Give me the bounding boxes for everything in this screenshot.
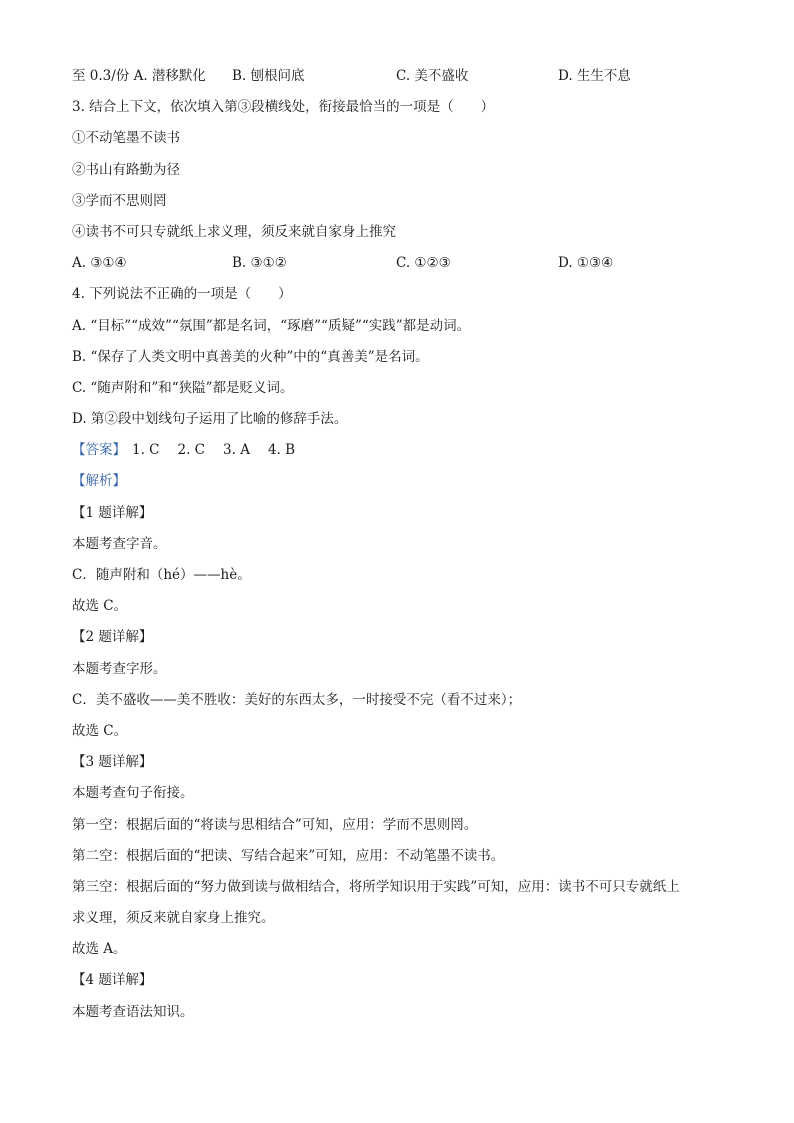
detail-2-title: 【2 题详解】 xyxy=(72,629,153,646)
q4-option-b: B. “保存了人类文明中真善美的火种”中的“真善美”是名词。 xyxy=(72,348,429,365)
question-3: 3. 结合上下文，依次填入第③段横线处，衔接最恰当的一项是（ ） xyxy=(72,99,495,116)
detail-1-line: C．随声附和（hé）——hè。 xyxy=(72,567,251,583)
q3-item-4: ④读书不可只专就纸上求义理，须反来就自家身上推究 xyxy=(72,223,396,240)
detail-2-line: C．美不盛收——美不胜收：美好的东西太多，一时接受不完（看不过来）； xyxy=(72,691,522,708)
answer-label: 【答案】 xyxy=(72,442,126,459)
option-c: C. ①②③ xyxy=(396,255,451,272)
answer-2: 2. C xyxy=(177,442,206,459)
option-d: D. 生生不息 xyxy=(558,68,631,84)
detail-3-line: 第一空：根据后面的“将读与思相结合”可知，应用：学而不思则罔。 xyxy=(72,816,478,833)
detail-2-line: 本题考查字形。 xyxy=(72,660,167,677)
answer-3: 3. A xyxy=(223,442,250,459)
detail-4-title: 【4 题详解】 xyxy=(72,972,153,989)
option-b: B. ③①② xyxy=(232,255,287,272)
detail-3-line: 第二空：根据后面的“把读、写结合起来”可知，应用：不动笔墨不读书。 xyxy=(72,847,505,864)
document-page xyxy=(72,62,732,1029)
detail-3-line: 第三空：根据后面的“努力做到读与做相结合，将所学知识用于实践”可知，应用：读书不可只专就纸上 xyxy=(72,878,680,895)
q3-item-2: ②书山有路勤为径 xyxy=(72,161,180,178)
question-4: 4. 下列说法不正确的一项是（ ） xyxy=(72,286,292,303)
answer-1: 1. C xyxy=(132,442,160,459)
option-a: 至 0.3/份 A. 潜移默化 xyxy=(72,68,206,84)
detail-3-line: 本题考查句子衔接。 xyxy=(72,785,194,802)
detail-2-line: 故选 C。 xyxy=(72,722,128,739)
q4-option-d: D. 第②段中划线句子运用了比喻的修辞手法。 xyxy=(72,411,348,428)
analysis-label: 【解析】 xyxy=(72,473,126,490)
detail-3-line: 故选 A。 xyxy=(72,941,127,958)
q2-options xyxy=(72,62,732,93)
option-a: A. ③①④ xyxy=(72,255,127,272)
option-d: D. ①③④ xyxy=(558,255,614,272)
detail-1-title: 【1 题详解】 xyxy=(72,504,153,521)
q3-item-1: ①不动笔墨不读书 xyxy=(72,130,180,147)
detail-4-line: 本题考查语法知识。 xyxy=(72,1003,194,1020)
q4-option-a: A. “目标”“成效”“氛围”都是名词，“琢磨”“质疑”“实践”都是动词。 xyxy=(72,317,471,334)
answer-line xyxy=(72,436,732,467)
option-b: B. 刨根问底 xyxy=(232,68,305,84)
detail-3-line: 求义理，须反来就自家身上推究。 xyxy=(72,910,275,927)
detail-1-line: 本题考查字音。 xyxy=(72,535,167,552)
q3-item-3: ③学而不思则罔 xyxy=(72,192,167,209)
q3-options xyxy=(72,249,732,280)
detail-1-line: 故选 C。 xyxy=(72,598,128,615)
q4-option-c: C. “随声附和”和“狭隘”都是贬义词。 xyxy=(72,379,294,396)
answer-4: 4. B xyxy=(267,442,296,459)
option-c: C. 美不盛收 xyxy=(396,68,469,84)
detail-3-title: 【3 题详解】 xyxy=(72,754,153,771)
